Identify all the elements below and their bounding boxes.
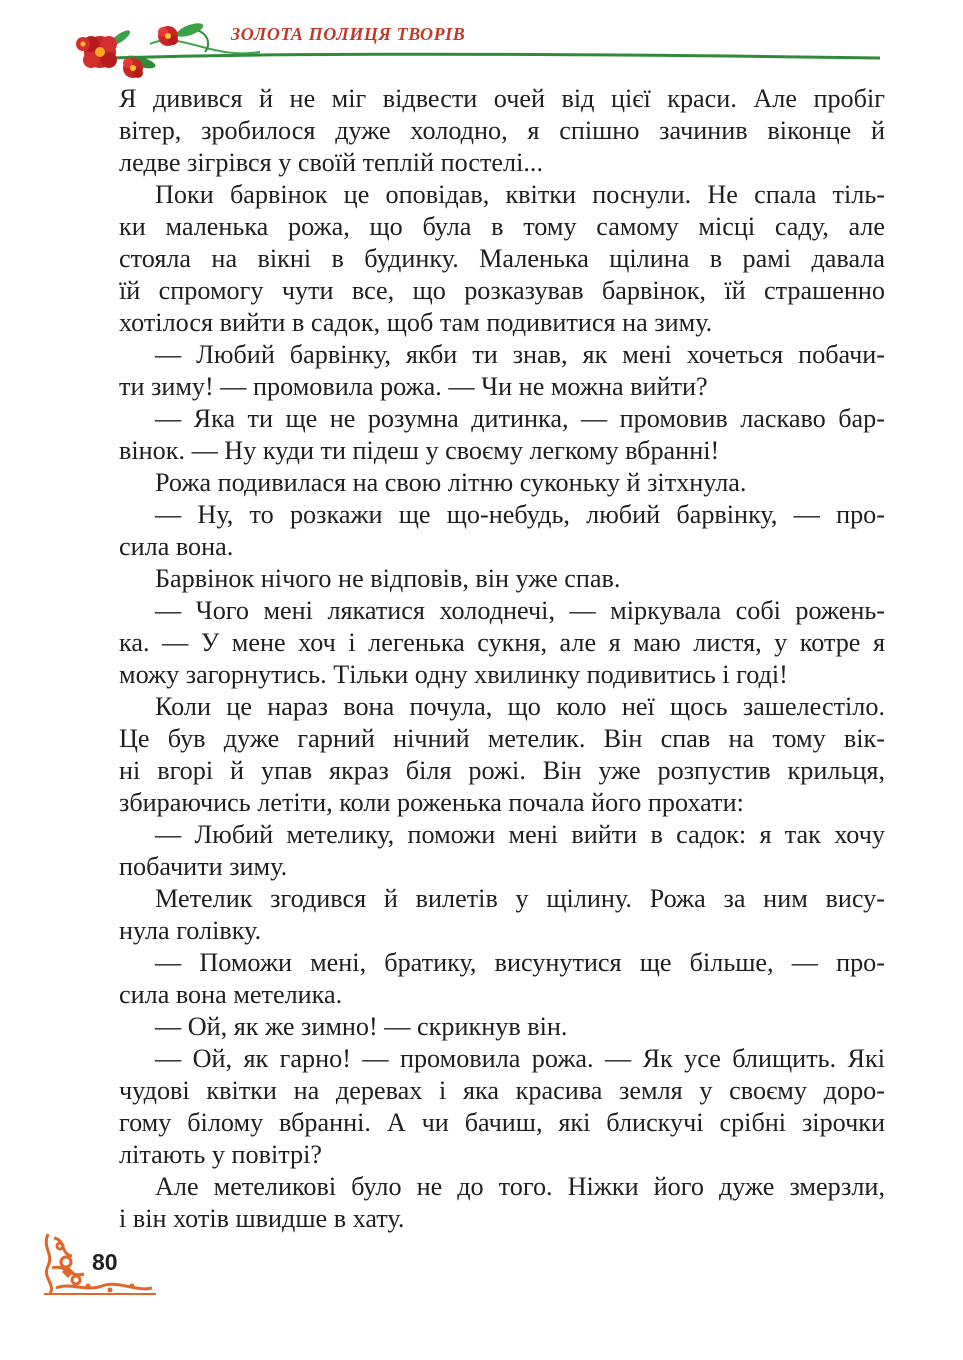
text-line: сила вона метелика. xyxy=(119,980,343,1009)
text-line: Я дивився й не міг відвести очей від цієї краси. Але пробіг xyxy=(119,84,885,113)
text-line: Коли це нараз вона почула, що коло неї щось зашелестіло. xyxy=(155,692,885,721)
page-header xyxy=(0,0,963,90)
text-line: — Чого мені лякатися холоднечі, — міркувала собі рожень- xyxy=(155,596,885,625)
text-line: вітер, зробилося дуже холодно, я спішно зачинив віконце й xyxy=(119,116,885,145)
text-line: ка. — У мене хоч і легенька сукня, але я маю листя, у котре я xyxy=(119,628,885,657)
text-line: — Любий барвінку, якби ти знав, як мені хочеться побачи- xyxy=(155,340,885,369)
text-line: нула голівку. xyxy=(119,916,262,945)
text-line: — Ой, як же зимно! — скрикнув він. xyxy=(155,1012,568,1041)
text-line: їй спромогу чути все, що розказував барвінок, їй страшенно xyxy=(119,276,885,305)
text-line: хотілося вийти в садок, щоб там подивитися на зиму. xyxy=(119,308,713,337)
text-line: Але метеликові було не до того. Ніжки його дуже змерзли, xyxy=(155,1172,885,1201)
text-line: гому білому вбранні. А чи бачиш, які блискучі срібні зірочки xyxy=(119,1108,885,1137)
text-line: можу загорнутись. Тільки одну хвилинку подивитись і годі! xyxy=(119,660,788,689)
text-line: Це був дуже гарний нічний метелик. Він спав на тому вік- xyxy=(119,724,885,753)
flower-stem-decoration-icon xyxy=(0,0,963,90)
page-number: 80 xyxy=(92,1249,118,1275)
text-line: — Ну, то розкажи ще що-небудь, любий барвінку, — про- xyxy=(155,500,885,529)
text-line: Поки барвінок це оповідав, квітки поснули. Не спала тіль- xyxy=(155,180,885,209)
text-line: збираючись летіти, коли роженька почала його прохати: xyxy=(119,788,744,817)
text-line: — Ой, як гарно! — промовила рожа. — Як усе блищить. Які xyxy=(155,1044,885,1073)
text-line: Метелик згодився й вилетів у щілину. Рожа за ним вису- xyxy=(155,884,885,913)
text-line: Барвінок нічого не відповів, він уже спав. xyxy=(155,564,621,593)
text-line: літають у повітрі? xyxy=(119,1140,323,1169)
text-line: побачити зиму. xyxy=(119,852,288,881)
text-line: ти зиму! — промовила рожа. — Чи не можна вийти? xyxy=(119,372,708,401)
text-line: стояла на вікні в будинку. Маленька щілина в рамі давала xyxy=(119,244,885,273)
text-line: — Поможи мені, братику, висунутися ще більше, — про- xyxy=(155,948,885,977)
text-line: сила вона. xyxy=(119,532,234,561)
text-line: вінок. — Ну куди ти підеш у своєму легкому вбранні! xyxy=(119,436,720,465)
text-line: ледве зігрівся у своїй теплій постелі... xyxy=(119,148,544,177)
series-title: ЗОЛОТА ПОЛИЦЯ ТВОРІВ xyxy=(231,24,466,44)
text-line: Рожа подивилася на свою літню суконьку й зітхнула. xyxy=(155,468,747,497)
story-text xyxy=(119,83,885,1235)
text-line: — Любий метелику, поможи мені вийти в садок: я так хочу xyxy=(155,820,885,849)
text-line: ні вгорі й упав якраз біля рожі. Він уже розпустив крильця, xyxy=(119,756,885,785)
text-line: ки маленька рожа, що була в тому самому місці саду, але xyxy=(119,212,885,241)
text-line: і він хотів швидше в хату. xyxy=(119,1204,405,1233)
text-line: — Яка ти ще не розумна дитинка, — промовив ласкаво бар- xyxy=(155,404,885,433)
text-line: чудові квітки на деревах і яка красива земля у своєму доро- xyxy=(119,1076,885,1105)
